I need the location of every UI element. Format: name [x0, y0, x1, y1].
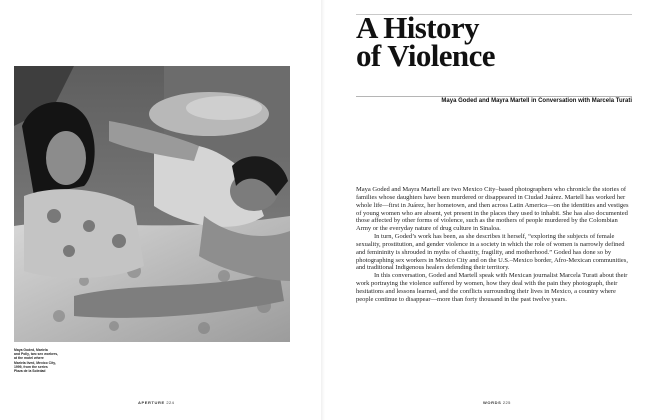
folio-right [483, 400, 511, 405]
article-subtitle: Maya Goded and Mayra Martell in Conversation with Marcela Turati [441, 98, 632, 104]
page-number-right: 225 [502, 400, 511, 405]
caption-line: and Polly, two sex workers, [14, 352, 59, 357]
caption-line: Plaza de la Soledad [14, 369, 46, 374]
body-paragraph-3: In this conversation, Goded and Martell speak with Mexican journalist Marcela Turati about their work portraying the violence suffered by women, how they deal with the pain they photograph, their hesitations and lessons learned, and the conflicts surrounding their lives in Mexico, a country where people continue to disappear—more than forty thousand in the past twelve years. [356, 272, 628, 303]
photograph [14, 66, 290, 342]
article-body [356, 186, 632, 304]
subtitle-rule [356, 96, 632, 97]
title-line-2: of Violence [356, 38, 495, 73]
section-name: WORDS [483, 400, 502, 405]
title-line-1: A History [356, 10, 479, 45]
body-paragraph-2: In turn, Goded’s work has been, as she describes it herself, “exploring the subjects of female sexuality, prostitution, and gender violence in a society in which the role of women is narrowly defined and femininity is shrouded in myths of chastity, fragility, and motherhood.” Goded has done so by photographing sex workers in Mexico City and on the U.S.–Mexico border, Afro-Mexican communities, and traditional Indigenous healers defending their territory. [356, 233, 628, 272]
caption-line: Maya Goded, Mariela [14, 348, 48, 352]
photograph-two-women-lying-on-bed-icon [14, 66, 290, 342]
page-number-left: 224 [166, 400, 175, 405]
article-title [356, 10, 632, 73]
caption-line: 1999, from the series [14, 364, 48, 369]
page-gutter [321, 0, 325, 420]
magazine-name: APERTURE [138, 400, 165, 405]
photo-caption [14, 348, 78, 373]
caption-line: Mariela lived, Mexico City, [14, 360, 56, 365]
folio-left [138, 400, 174, 405]
body-paragraph-1: Maya Goded and Mayra Martell are two Mexico City–based photographers who chronicle the stories of families whose daughters have been murdered or disappeared in Ciudad Juárez. Martell has worked her whole life—first in Juárez, her hometown, and then across Latin America—on the identities and vestiges of young women who are absent, yet present in the places they used to inhabit. She has also documented those affected by other forms of violence, such as the mothers of people murdered by the Colombian Army or the everyday nature of drug culture in Sinaloa. [356, 186, 629, 233]
caption-line: at the motel where [14, 356, 44, 361]
